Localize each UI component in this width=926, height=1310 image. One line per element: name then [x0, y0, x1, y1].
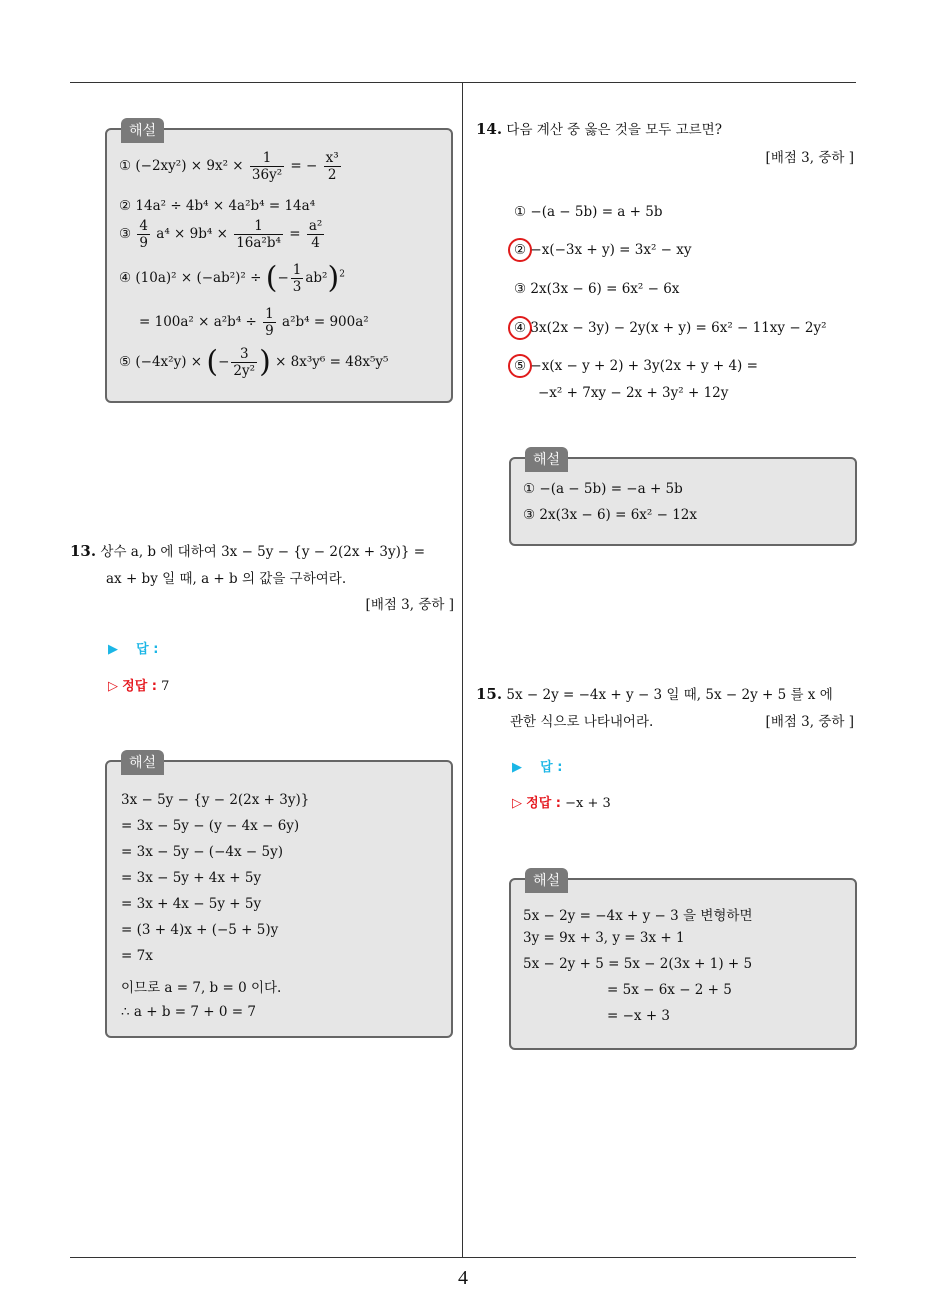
- triangle-icon: ▶: [512, 760, 522, 775]
- q14-number: 14.: [476, 120, 503, 138]
- fraction: $\frac{1}{\text{16a²b⁴}}$: [236, 218, 281, 251]
- fraction: $\frac{1}{9}$: [265, 306, 274, 339]
- q14-choice-4[interactable]: ④ 3x(2x − 3y) − 2y(x + y) = 6x² − 11xy − 2y²: [514, 320, 827, 336]
- q15-points: [배점 3, 중하 ]: [765, 714, 854, 730]
- q15-correct-row: [512, 792, 611, 811]
- q12-sol-line-2: ② 14a² ÷ 4b⁴ × 4a²b⁴ = 14a⁴: [119, 198, 316, 214]
- correct-value: −x + 3: [565, 796, 611, 811]
- q14-choice-1[interactable]: ① −(a − 5b) = a + 5b: [514, 204, 663, 220]
- q15-sol-line: 3y = 9x + 3, y = 3x + 1: [523, 930, 685, 946]
- fraction: $\frac{1}{3}$: [292, 262, 302, 295]
- q15-sol-line: 5x − 2y + 5 = 5x − 2(3x + 1) + 5: [523, 956, 753, 972]
- q14-question: [476, 118, 722, 138]
- header-rule: [70, 82, 856, 83]
- q13-sol-line: = 3x − 5y − (y − 4x − 6y): [121, 818, 300, 834]
- q12-solution-box: [105, 123, 453, 403]
- q15-sol-line: 5x − 2y = −4x + y − 3 을 변형하면: [523, 908, 753, 924]
- answer-label: 답 :: [136, 642, 159, 657]
- q13-text-line-2: ax + by 일 때, a + b 의 값을 구하여라.: [106, 571, 347, 587]
- q12-sol-line-1: ① (−2xy²) × 9x² × $\frac{1}{\text{36y²}}$ = − $\frac{\text{x³}}{2}$: [119, 150, 339, 183]
- q13-sol-line: = 3x + 4x − 5y + 5y: [121, 896, 262, 912]
- q14-choice-2[interactable]: ② −x(−3x + y) = 3x² − xy: [514, 242, 692, 258]
- q13-points: [배점 3, 중하 ]: [365, 597, 454, 613]
- q14-choice-5-continued: −x² + 7xy − 2x + 3y² + 12y: [538, 385, 729, 401]
- q13-answer-row[interactable]: [108, 638, 158, 657]
- fraction: $\frac{3}{\text{2y²}}$: [233, 346, 256, 379]
- q12-sol-line-3: ③ $\frac{4}{9}$ a⁴ × 9b⁴ × $\frac{1}{\text{16a²b⁴}}$ = $\frac{\text{a²}}{4}$: [119, 218, 323, 251]
- page-number: 4: [458, 1267, 468, 1289]
- q13-correct-row: [108, 675, 169, 694]
- fraction: $\frac{1}{\text{36y²}}$: [251, 150, 283, 183]
- q15-solution-box: [509, 873, 857, 1050]
- footer-rule: [70, 1257, 856, 1258]
- q14-points: [배점 3, 중하 ]: [765, 150, 854, 166]
- column-divider: [462, 83, 463, 1258]
- q13-sol-line: ∴ a + b = 7 + 0 = 7: [121, 1004, 256, 1020]
- q14-choice-3[interactable]: ③ 2x(3x − 6) = 6x² − 6x: [514, 281, 680, 297]
- fraction: $\frac{\text{a²}}{4}$: [308, 218, 323, 251]
- q14-choice-5[interactable]: ⑤ −x(x − y + 2) + 3y(2x + y + 4) =: [514, 358, 758, 374]
- solution-tab: 해설: [525, 868, 568, 893]
- fraction: $\frac{4}{9}$: [139, 218, 148, 251]
- q13-sol-line: = 7x: [121, 948, 153, 964]
- answer-label: 답 :: [540, 760, 563, 775]
- solution-tab: 해설: [121, 118, 164, 143]
- q12-sol-line-6: ⑤ (−4x²y) × (− $\frac{3}{\text{2y²}}$ ) × 8x³y⁶ = 48x⁵y⁵: [119, 344, 389, 380]
- fraction: $\frac{\text{x³}}{2}$: [325, 150, 339, 183]
- q12-sol-line-4: ④ (10a)² × (−ab²)² ÷ (− $\frac{1}{3}$ ab²)$^2$: [119, 260, 345, 296]
- q13-number: 13.: [70, 542, 97, 560]
- q15-sol-line: = −x + 3: [607, 1008, 671, 1024]
- q14-text: 다음 계산 중 옳은 것을 모두 고르면?: [506, 122, 722, 138]
- q15-text-line-1: 5x − 2y = −4x + y − 3 일 때, 5x − 2y + 5 를 x 에: [506, 687, 833, 703]
- q12-sol-line-5: = 100a² × a²b⁴ ÷ $\frac{1}{9}$ a²b⁴ = 900a²: [139, 306, 369, 339]
- q15-question: [476, 683, 833, 703]
- q13-sol-line: = 3x − 5y − (−4x − 5y): [121, 844, 283, 860]
- q13-text-line-1: 상수 a, b 에 대하여 3x − 5y − {y − 2(2x + 3y)} =: [100, 544, 426, 560]
- triangle-outline-icon: ▷: [108, 679, 118, 694]
- q15-answer-row[interactable]: [512, 756, 562, 775]
- q13-question: [70, 540, 425, 560]
- correct-label: 정답 :: [526, 796, 561, 811]
- q13-sol-line: = (3 + 4)x + (−5 + 5)y: [121, 922, 279, 938]
- solution-tab: 해설: [525, 447, 568, 472]
- q13-sol-line: = 3x − 5y + 4x + 5y: [121, 870, 262, 886]
- correct-label: 정답 :: [122, 679, 157, 694]
- q14-solution-box: [509, 452, 857, 546]
- q13-sol-line: 3x − 5y − {y − 2(2x + 3y)}: [121, 792, 310, 808]
- q13-sol-line: 이므로 a = 7, b = 0 이다.: [121, 980, 282, 996]
- q15-text-line-2: 관한 식으로 나타내어라.: [510, 714, 654, 730]
- q15-number: 15.: [476, 685, 503, 703]
- correct-value: 7: [161, 679, 170, 694]
- q14-sol-line: ① −(a − 5b) = −a + 5b: [523, 481, 683, 497]
- triangle-outline-icon: ▷: [512, 796, 522, 811]
- q13-solution-box: [105, 755, 453, 1038]
- q15-sol-line: = 5x − 6x − 2 + 5: [607, 982, 732, 998]
- solution-tab: 해설: [121, 750, 164, 775]
- q14-sol-line: ③ 2x(3x − 6) = 6x² − 12x: [523, 507, 698, 523]
- triangle-icon: ▶: [108, 642, 118, 657]
